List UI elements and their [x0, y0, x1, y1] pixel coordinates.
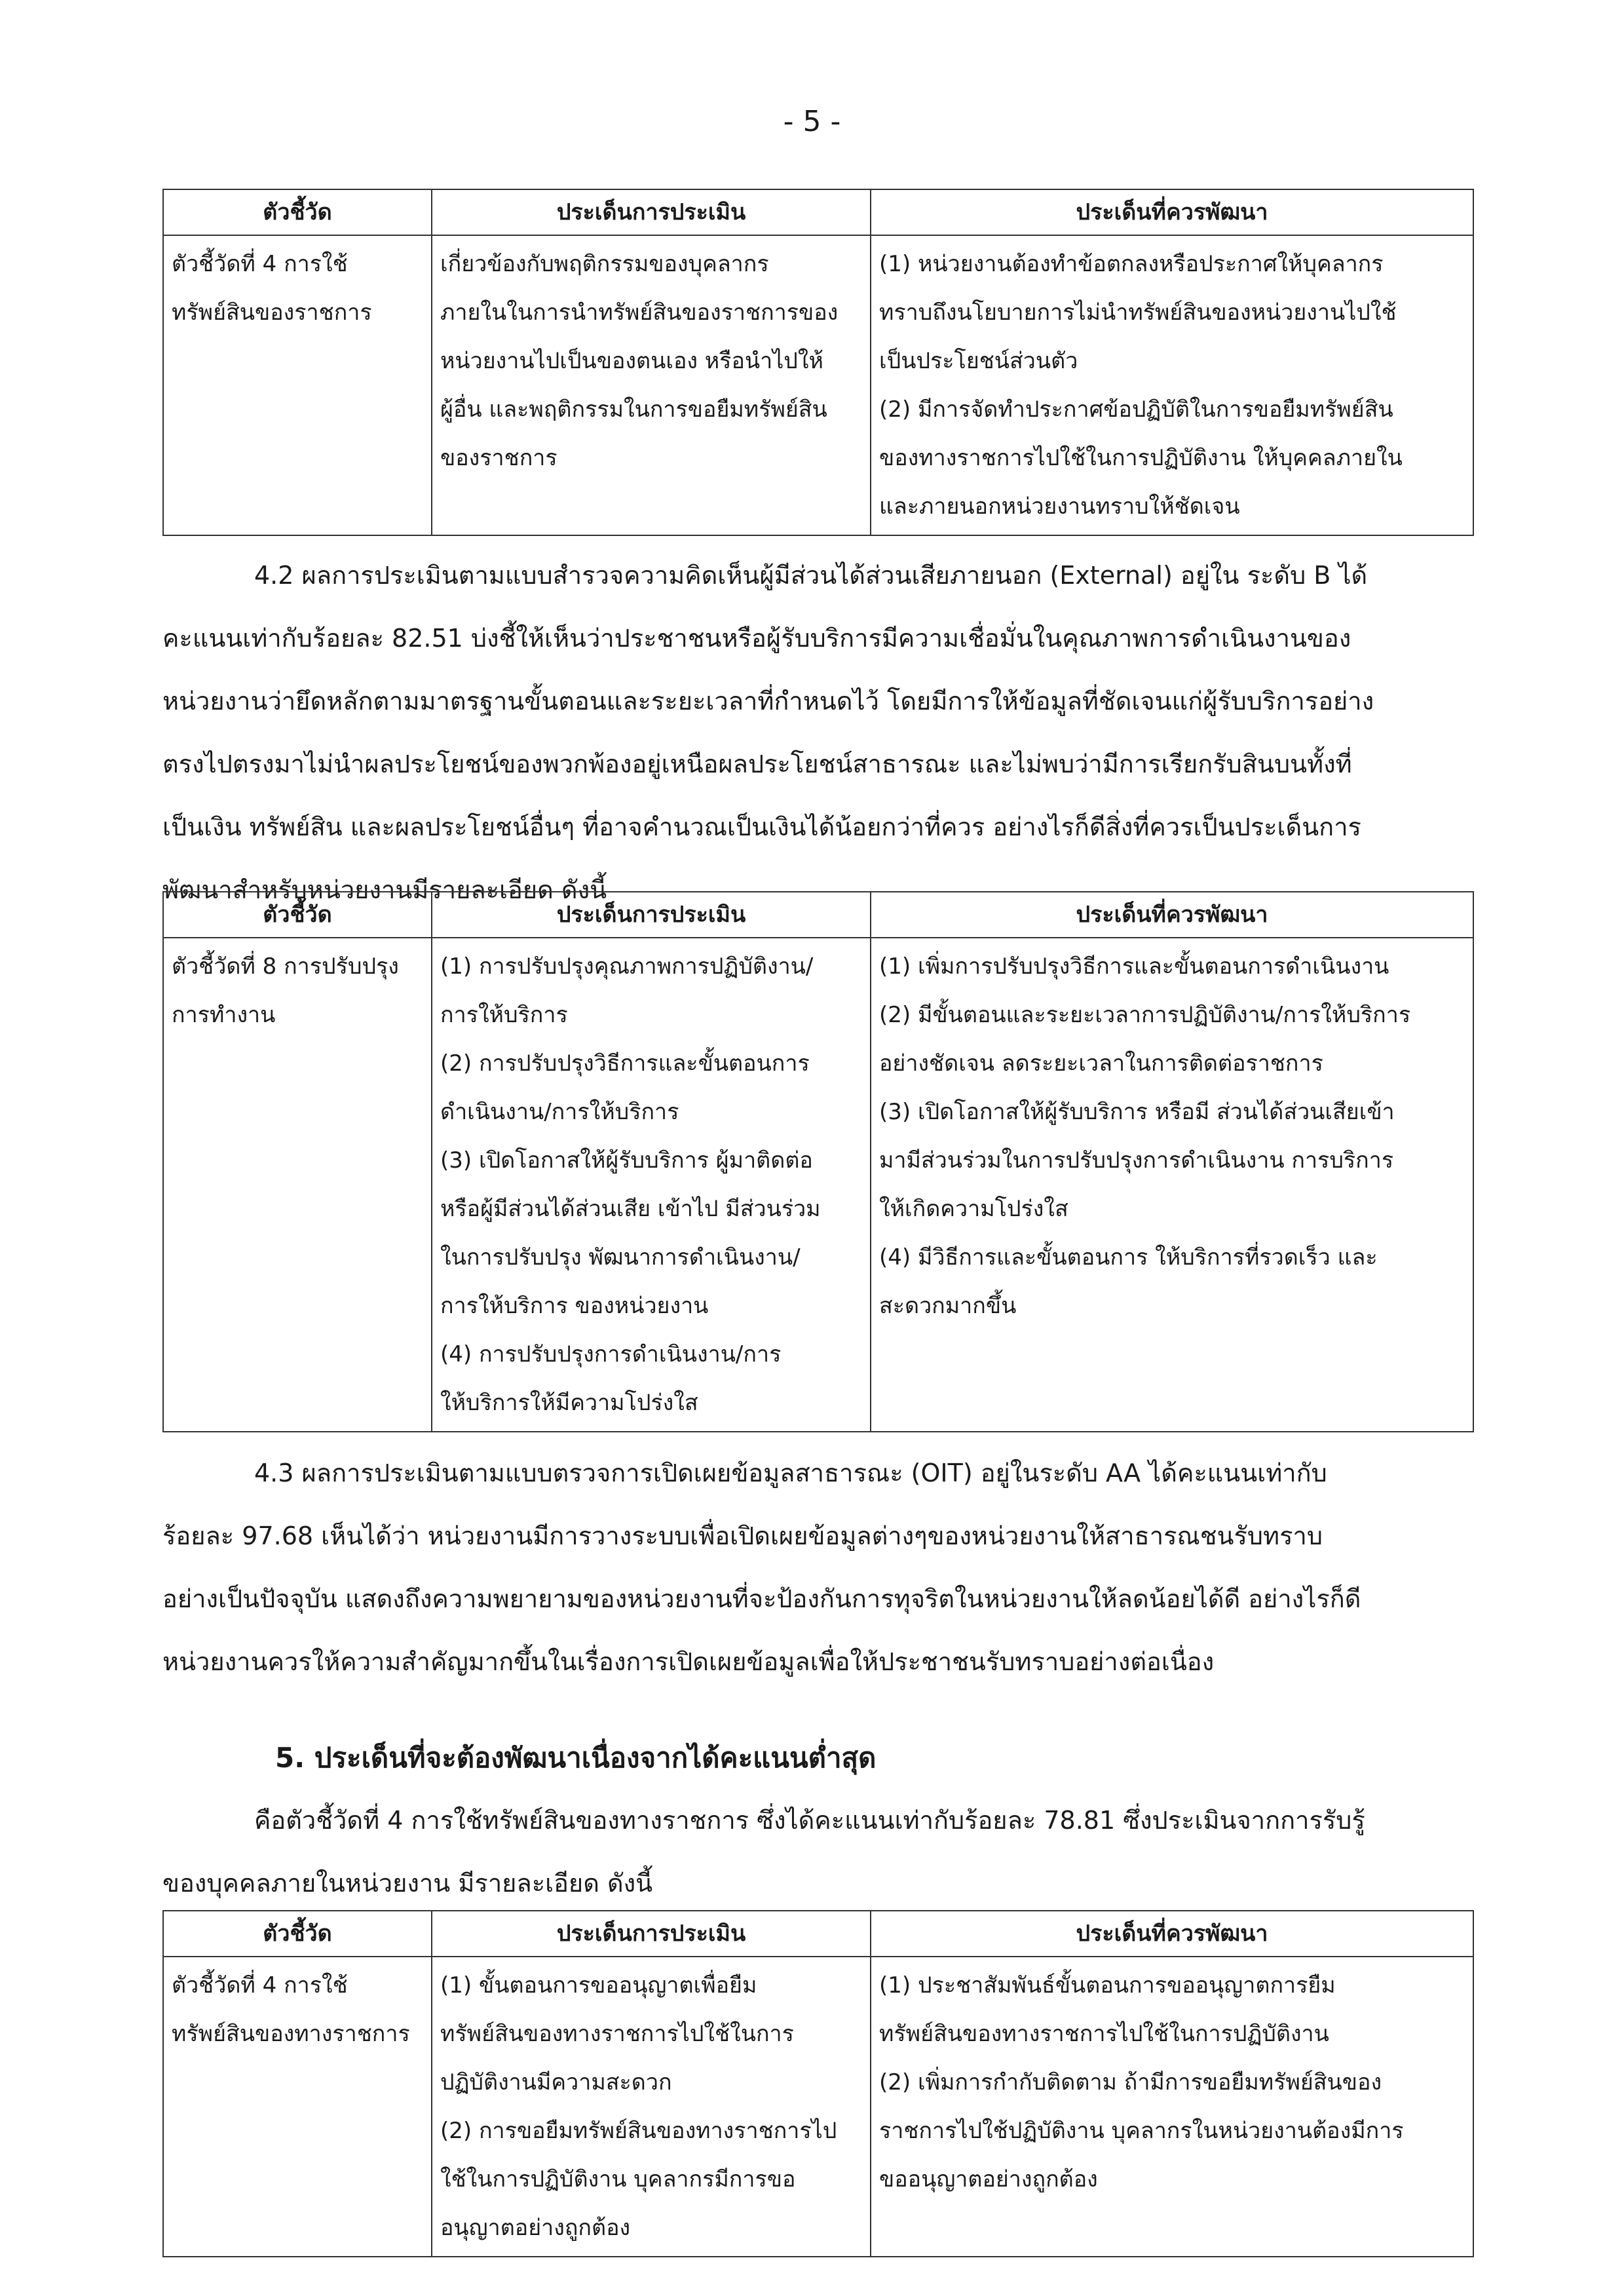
table-header-row	[163, 189, 1473, 235]
cell-line: เกี่ยวข้องกับพฤติกรรมของบุคลากร	[440, 251, 769, 277]
paragraph-line: หน่วยงานว่ายึดหลักตามมาตรฐานขั้นตอนและระยะเวลาที่กำหนดไว้ โดยมีการให้ข้อมูลที่ชัดเจนแก่ผู้รับบริการอย่าง	[162, 687, 1374, 716]
cell-line: ทราบถึงนโยบายการไม่นำทรัพย์สินของหน่วยงานไปใช้	[879, 299, 1397, 326]
cell-line: (4) การปรับปรุงการดำเนินงาน/การ	[440, 1341, 782, 1368]
cell-line: ตัวชี้วัดที่ 4 การใช้	[172, 251, 348, 277]
paragraph-line: ของบุคคลภายในหน่วยงาน มีรายละเอียด ดังนี้	[162, 1869, 653, 1898]
assessment-cell	[432, 235, 871, 535]
development-cell	[871, 235, 1473, 535]
paragraph-line: ตรงไปตรงมาไม่นำผลประโยชน์ของพวกพ้องอยู่เหนือผลประโยชน์สาธารณะ และไม่พบว่ามีการเรียกรับสินบนทั้งที่	[162, 750, 1352, 778]
cell-line: สะดวกมากขึ้น	[879, 1293, 1017, 1319]
header-assessment: ประเด็นการประเมิน	[432, 1911, 871, 1957]
cell-line: (3) เปิดโอกาสให้ผู้รับบริการ หรือมี ส่วนได้ส่วนเสียเข้า	[879, 1099, 1395, 1125]
page-number: - 5 -	[783, 105, 841, 138]
cell-line: และภายนอกหน่วยงานทราบให้ชัดเจน	[879, 493, 1240, 520]
paragraph-5	[162, 1789, 1473, 1915]
cell-line: ของทางราชการไปใช้ในการปฏิบัติงาน ให้บุคคลภายใน	[879, 445, 1403, 471]
indicator-cell	[163, 938, 432, 1432]
cell-line: ขออนุญาตอย่างถูกต้อง	[879, 2166, 1098, 2192]
paragraph-line: คะแนนเท่ากับร้อยละ 82.51 บ่งชี้ให้เห็นว่าประชาชนหรือผู้รับบริการมีความเชื่อมั่นในคุณภาพการดำเนินงานของ	[162, 624, 1351, 653]
assessment-cell	[432, 1957, 871, 2257]
cell-line: ทรัพย์สินของทางราชการไปใช้ในการ	[440, 2021, 794, 2047]
cell-line: อย่างชัดเจน ลดระยะเวลาในการติดต่อราชการ	[879, 1050, 1323, 1077]
cell-line: ภายในในการนำทรัพย์สินของราชการของ	[440, 299, 839, 326]
cell-line: (2) มีขั้นตอนและระยะเวลาการปฏิบัติงาน/การให้บริการ	[879, 1002, 1411, 1028]
cell-line: (2) มีการจัดทำประกาศข้อปฏิบัติในการขอยืมทรัพย์สิน	[879, 396, 1393, 423]
table-indicator-4-assets	[162, 189, 1474, 536]
cell-line: ดำเนินงาน/การให้บริการ	[440, 1099, 679, 1125]
cell-line: ของราชการ	[440, 445, 557, 471]
paragraph-line: พัฒนาสำหรับหน่วยงานมีรายละเอียด ดังนี้	[162, 875, 607, 904]
paragraph-4-2	[162, 544, 1473, 921]
header-indicator: ตัวชี้วัด	[163, 1911, 432, 1957]
paragraph-line: ร้อยละ 97.68 เห็นได้ว่า หน่วยงานมีการวางระบบเพื่อเปิดเผยข้อมูลต่างๆของหน่วยงานให้สาธารณชนรับทราบ	[162, 1521, 1323, 1550]
cell-line: มามีส่วนร่วมในการปรับปรุงการดำเนินงาน การบริการ	[879, 1147, 1394, 1174]
development-cell	[871, 938, 1473, 1432]
table-row	[163, 1957, 1473, 2257]
cell-line: (1) การปรับปรุงคุณภาพการปฏิบัติงาน/	[440, 953, 814, 980]
header-assessment: ประเด็นการประเมิน	[432, 892, 871, 938]
cell-line: การให้บริการ	[440, 1002, 568, 1028]
indicator-cell	[163, 1957, 432, 2257]
cell-line: เป็นประโยชน์ส่วนตัว	[879, 348, 1078, 374]
cell-line: ราชการไปใช้ปฏิบัติงาน บุคลากรในหน่วยงานต้องมีการ	[879, 2118, 1404, 2144]
cell-line: ตัวชี้วัดที่ 8 การปรับปรุง	[172, 953, 399, 980]
cell-line: ให้เกิดความโปร่งใส	[879, 1196, 1068, 1222]
table-row	[163, 938, 1473, 1432]
paragraph-line: เป็นเงิน ทรัพย์สิน และผลประโยชน์อื่นๆ ที่อาจคำนวณเป็นเงินได้น้อยกว่าที่ควร อย่างไรก็ดีสิ่งที่ควรเป็นประเด็นการ	[162, 813, 1361, 841]
indicator-cell	[163, 235, 432, 535]
table-header-row	[163, 1911, 1473, 1957]
table-row	[163, 235, 1473, 535]
table-indicator-4-lowest	[162, 1910, 1474, 2257]
cell-line: การทำงาน	[172, 1002, 276, 1028]
cell-line: ในการปรับปรุง พัฒนาการดำเนินงาน/	[440, 1244, 801, 1271]
cell-line: ผู้อื่น และพฤติกรรมในการขอยืมทรัพย์สิน	[440, 396, 827, 423]
cell-line: (2) เพิ่มการกำกับติดตาม ถ้ามีการขอยืมทรัพย์สินของ	[879, 2069, 1382, 2095]
header-development: ประเด็นที่ควรพัฒนา	[871, 892, 1473, 938]
cell-line: ปฏิบัติงานมีความสะดวก	[440, 2069, 672, 2095]
paragraph-line: 4.3 ผลการประเมินตามแบบตรวจการเปิดเผยข้อมูลสาธารณะ (OIT) อยู่ในระดับ AA ได้คะแนนเท่ากับ	[254, 1459, 1327, 1487]
cell-line: (3) เปิดโอกาสให้ผู้รับบริการ ผู้มาติดต่อ	[440, 1147, 813, 1174]
cell-line: หรือผู้มีส่วนได้ส่วนเสีย เข้าไป มีส่วนร่วม	[440, 1196, 821, 1222]
cell-line: (2) การขอยืมทรัพย์สินของทางราชการไป	[440, 2118, 837, 2144]
header-assessment: ประเด็นการประเมิน	[432, 189, 871, 235]
cell-line: (1) ประชาสัมพันธ์ขั้นตอนการขออนุญาตการยืม	[879, 1972, 1336, 1999]
cell-line: ทรัพย์สินของราชการ	[172, 299, 372, 326]
cell-line: (1) ขั้นตอนการขออนุญาตเพื่อยืม	[440, 1972, 757, 1999]
header-indicator: ตัวชี้วัด	[163, 892, 432, 938]
paragraph-line: คือตัวชี้วัดที่ 4 การใช้ทรัพย์สินของทางราชการ ซึ่งได้คะแนนเท่ากับร้อยละ 78.81 ซึ่งประเมินจากการรับรู้	[254, 1806, 1365, 1835]
table-indicator-8-improvement	[162, 891, 1474, 1432]
cell-line: (2) การปรับปรุงวิธีการและขั้นตอนการ	[440, 1050, 810, 1077]
cell-line: (1) หน่วยงานต้องทำข้อตกลงหรือประกาศให้บุคลากร	[879, 251, 1384, 277]
paragraph-line: 4.2 ผลการประเมินตามแบบสำรวจความคิดเห็นผู้มีส่วนได้ส่วนเสียภายนอก (External) อยู่ใน ระดับ B ได้	[254, 561, 1368, 590]
cell-line: ทรัพย์สินของทางราชการไปใช้ในการปฏิบัติงาน	[879, 2021, 1329, 2047]
paragraph-4-3	[162, 1442, 1473, 1693]
paragraph-line: อย่างเป็นปัจจุบัน แสดงถึงความพยายามของหน่วยงานที่จะป้องกันการทุจริตในหน่วยงานให้ลดน้อยได้ดี อย่างไรก็ดี	[162, 1584, 1361, 1613]
cell-line: (4) มีวิธีการและขั้นตอนการ ให้บริการที่รวดเร็ว และ	[879, 1244, 1378, 1271]
paragraph-line: หน่วยงานควรให้ความสำคัญมากขึ้นในเรื่องการเปิดเผยข้อมูลเพื่อให้ประชาชนรับทราบอย่างต่อเนื่อง	[162, 1647, 1215, 1676]
section-5-heading: 5. ประเด็นที่จะต้องพัฒนาเนื่องจากได้คะแนนต่ำสุด	[275, 1742, 877, 1774]
development-cell	[871, 1957, 1473, 2257]
cell-line: หน่วยงานไปเป็นของตนเอง หรือนำไปให้	[440, 348, 823, 374]
header-indicator: ตัวชี้วัด	[163, 189, 432, 235]
cell-line: ทรัพย์สินของทางราชการ	[172, 2021, 410, 2047]
table-header-row	[163, 892, 1473, 938]
cell-line: (1) เพิ่มการปรับปรุงวิธีการและขั้นตอนการดำเนินงาน	[879, 953, 1389, 980]
cell-line: ตัวชี้วัดที่ 4 การใช้	[172, 1972, 348, 1999]
cell-line: ใช้ในการปฏิบัติงาน บุคลากรมีการขอ	[440, 2166, 796, 2192]
assessment-cell	[432, 938, 871, 1432]
header-development: ประเด็นที่ควรพัฒนา	[871, 1911, 1473, 1957]
cell-line: อนุญาตอย่างถูกต้อง	[440, 2215, 631, 2241]
cell-line: ให้บริการให้มีความโปร่งใส	[440, 1390, 698, 1416]
cell-line: การให้บริการ ของหน่วยงาน	[440, 1293, 709, 1319]
header-development: ประเด็นที่ควรพัฒนา	[871, 189, 1473, 235]
